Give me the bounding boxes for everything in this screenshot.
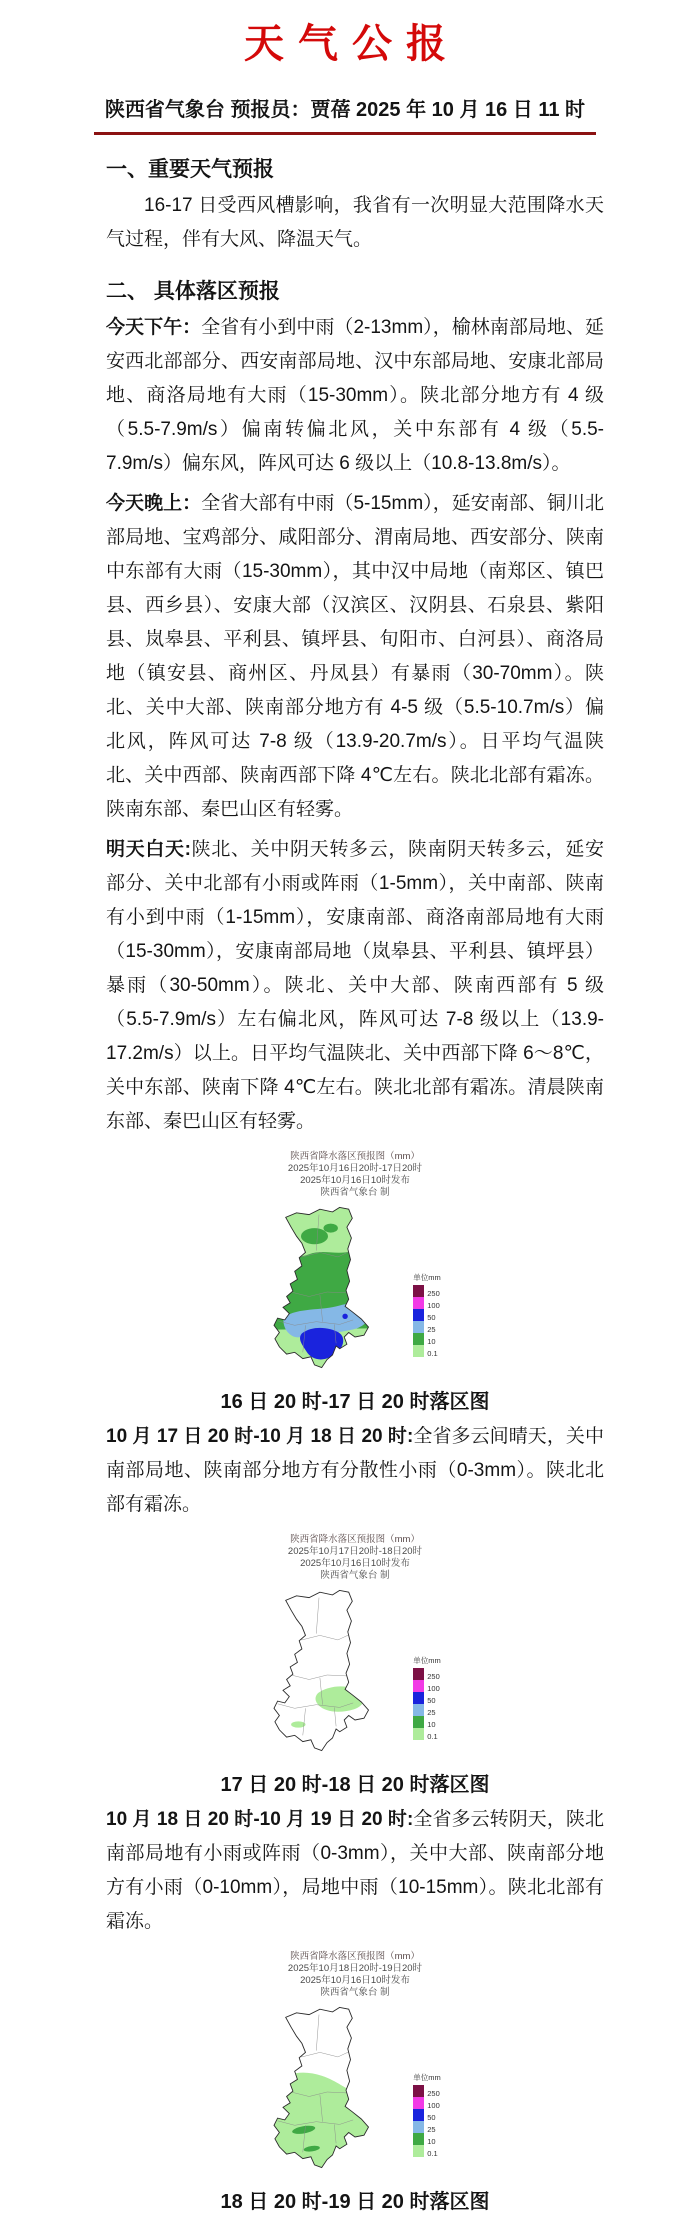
map-header-valid-period: 2025年10月16日20时-17日20时 (287, 1163, 423, 1174)
map-figure-day2 (106, 1534, 604, 1797)
legend-swatch (413, 1704, 424, 1716)
legend-row (413, 2097, 441, 2109)
paragraph-text: 全省有小到中雨（2-13mm），榆林南部局地、延安西北部部分、西安南部局地、汉中东部局地、安康北部局地、商洛局地有大雨（15-30mm）。陕北部分地方有 4 级（5.5-7.9m/s）偏南转偏北风，关中东部有 4 级（5.5-7.9m/s）偏东风，阵风可达 6 级以上（10.8-13.8m/s）。 (106, 317, 604, 474)
legend-label: 100 (427, 1684, 440, 1693)
legend-label: 10 (427, 1337, 436, 1346)
precip-legend (413, 1272, 441, 1357)
rain-region-10mm (301, 1228, 328, 1244)
map-header-title: 陕西省降水落区预报图（mm） (290, 1951, 420, 1962)
map-header-valid-period: 2025年10月18日20时-19日20时 (287, 1963, 423, 1974)
map-body (106, 1202, 604, 1373)
legend-label: 50 (427, 1313, 436, 1322)
legend-swatch (413, 1716, 424, 1728)
legend-label: 0.1 (427, 2149, 438, 2158)
legend-rows (413, 2085, 441, 2157)
map-header-issue-time: 2025年10月16日10时发布 (300, 1975, 410, 1986)
legend-swatch (413, 1321, 424, 1333)
legend-row (413, 2121, 441, 2133)
legend-row (413, 1333, 441, 1345)
section-heading-area-forecast: 二、 具体落区预报 (106, 280, 280, 303)
bulletin-meta-line: 陕西省气象台 预报员：贾蓓 2025 年 10 月 16 日 11 时 (94, 93, 596, 135)
legend-label: 100 (427, 1301, 440, 1310)
legend-row (413, 1716, 441, 1728)
legend-rows (413, 1668, 441, 1740)
map-header (106, 1151, 604, 1199)
legend-swatch (413, 1668, 424, 1680)
map-figure-day3 (106, 1951, 604, 2214)
legend-swatch (413, 1297, 424, 1309)
map-header-title: 陕西省降水落区预报图（mm） (290, 1151, 420, 1162)
map-header-producer: 陕西省气象台 制 (320, 1570, 390, 1581)
legend-row (413, 1680, 441, 1692)
legend-label: 25 (427, 1325, 436, 1334)
bulletin-title: 天气公报 (244, 22, 460, 66)
map-body (106, 1585, 604, 1756)
paragraph-lead: 今天下午： (106, 317, 202, 338)
important-forecast-paragraph: 16-17 日受西风槽影响，我省有一次明显大范围降水天气过程，伴有大风、降温天气。 (106, 195, 604, 250)
map-caption-day2: 17 日 20 时-18 日 20 时落区图 (220, 1774, 490, 1796)
legend-row (413, 2109, 441, 2121)
paragraph-lead: 明天白天: (106, 839, 191, 860)
paragraph-text: 全省多云间晴天，关中南部局地、陕南部分地方有分散性小雨（0-3mm）。陕北北部有霜冻。 (106, 1426, 604, 1515)
paragraph-text: 陕北、关中阴天转多云，陕南阴天转多云，延安部分、关中北部有小雨或阵雨（1-5mm），关中南部、陕南有小到中雨（1-15mm），安康南部、商洛南部局地有大雨（15-30mm），安康南部局地（岚皋县、平利县、镇坪县）暴雨（30-50mm）。陕北、关中大部、陕南西部有 5 级（5.5-7.9m/s）左右偏北风，阵风可达 7-8 级以上（13.9-17.2m/s）以上。日平均气温陕北、关中西部下降 6～8℃，关中东部、陕南下降 4℃左右。陕北北部有霜冻。清晨陕南东部、秦巴山区有轻雾。 (106, 839, 604, 1132)
map-header-producer: 陕西省气象台 制 (320, 1187, 390, 1198)
map-header-issue-time: 2025年10月16日10时发布 (300, 1175, 410, 1186)
legend-swatch (413, 2109, 424, 2121)
paragraph-lead: 10 月 18 日 20 时-10 月 19 日 20 时: (106, 1809, 414, 1830)
legend-swatch (413, 2145, 424, 2157)
legend-row (413, 1692, 441, 1704)
legend-label: 250 (427, 1289, 440, 1298)
legend-rows (413, 1285, 441, 1357)
precip-legend (413, 1655, 441, 1740)
legend-label: 10 (427, 2137, 436, 2146)
legend-label: 0.1 (427, 1349, 438, 1358)
rain-region-10mm (324, 1224, 338, 1233)
weather-bulletin-page (0, 12, 690, 2213)
paragraph-text: 全省大部有中雨（5-15mm），延安南部、铜川北部局地、宝鸡部分、咸阳部分、渭南局地、西安部分、陕南中东部有大雨（15-30mm），其中汉中局地（南郑区、镇巴县、西乡县）、安康大部（汉滨区、汉阴县、石泉县、紫阳县、岚皋县、平利县、镇坪县、旬阳市、白河县）、商洛局地（镇安县、商州区、丹凤县）有暴雨（30-70mm）。陕北、关中大部、陕南部分地方有 4-5 级（5.5-10.7m/s）偏北风，阵风可达 7-8 级（13.9-20.7m/s）。日平均气温陕北、关中西部、陕南西部下降 4℃左右。陕北北部有霜冻。陕南东部、秦巴山区有轻雾。 (106, 493, 604, 820)
legend-row (413, 2085, 441, 2097)
legend-label: 10 (427, 1720, 436, 1729)
legend-swatch (413, 1692, 424, 1704)
legend-label: 25 (427, 1708, 436, 1717)
legend-row (413, 2145, 441, 2157)
legend-row (413, 1297, 441, 1309)
bulletin-content (106, 153, 604, 2214)
legend-swatch (413, 2085, 424, 2097)
forecast-paragraph-today-afternoon (106, 311, 604, 481)
legend-label: 0.1 (427, 1732, 438, 1741)
legend-row (413, 1285, 441, 1297)
map-header (106, 1951, 604, 1999)
legend-label: 25 (427, 2125, 436, 2134)
shaanxi-precip-map-day1 (269, 1202, 387, 1373)
legend-unit-label: 单位mm (413, 1656, 441, 1665)
shaanxi-precip-map-day2 (269, 1585, 387, 1756)
legend-swatch (413, 2133, 424, 2145)
legend-swatch (413, 2121, 424, 2133)
legend-row (413, 1345, 441, 1357)
legend-swatch (413, 1285, 424, 1297)
forecast-paragraph-tonight (106, 487, 604, 827)
legend-label: 50 (427, 1696, 436, 1705)
forecast-paragraph-day3 (106, 1803, 604, 1939)
map-header-title: 陕西省降水落区预报图（mm） (290, 1534, 420, 1545)
forecast-paragraph-tomorrow-day (106, 833, 604, 1139)
rain-regions (265, 1198, 391, 1378)
legend-swatch (413, 1309, 424, 1321)
legend-swatch (413, 2097, 424, 2109)
rain-region-50mm (343, 1314, 348, 1319)
precip-legend (413, 2072, 441, 2157)
legend-label: 250 (427, 2089, 440, 2098)
legend-row (413, 1321, 441, 1333)
legend-swatch (413, 1333, 424, 1345)
map-header-producer: 陕西省气象台 制 (320, 1987, 390, 1998)
map-header (106, 1534, 604, 1582)
legend-row (413, 1668, 441, 1680)
rain-regions (265, 1581, 391, 1761)
rain-region-0.1mm (265, 2073, 391, 2178)
paragraph-text: 全省多云转阴天，陕北南部局地有小雨或阵雨（0-3mm），关中大部、陕南部分地方有小雨（0-10mm），局地中雨（10-15mm）。陕北北部有霜冻。 (106, 1809, 604, 1932)
legend-swatch (413, 1728, 424, 1740)
map-header-issue-time: 2025年10月16日10时发布 (300, 1558, 410, 1569)
section-heading-important-forecast: 一、重要天气预报 (106, 158, 274, 181)
legend-label: 100 (427, 2101, 440, 2110)
legend-swatch (413, 1680, 424, 1692)
legend-row (413, 1728, 441, 1740)
paragraph-lead: 10 月 17 日 20 时-10 月 18 日 20 时: (106, 1426, 414, 1447)
legend-label: 50 (427, 2113, 436, 2122)
shaanxi-precip-map-day3 (269, 2002, 387, 2173)
rain-regions (265, 1998, 391, 2178)
map-caption-day3: 18 日 20 时-19 日 20 时落区图 (220, 2191, 490, 2213)
forecast-paragraph-day2 (106, 1420, 604, 1522)
map-header-valid-period: 2025年10月17日20时-18日20时 (287, 1546, 423, 1557)
legend-row (413, 2133, 441, 2145)
rain-region-0.1mm (291, 1721, 305, 1727)
legend-unit-label: 单位mm (413, 1273, 441, 1282)
map-caption-day1: 16 日 20 时-17 日 20 时落区图 (220, 1391, 490, 1413)
legend-row (413, 1704, 441, 1716)
paragraph-lead: 今天晚上： (106, 493, 202, 514)
legend-row (413, 1309, 441, 1321)
legend-swatch (413, 1345, 424, 1357)
legend-unit-label: 单位mm (413, 2073, 441, 2082)
legend-label: 250 (427, 1672, 440, 1681)
map-body (106, 2002, 604, 2173)
map-figure-day1 (106, 1151, 604, 1414)
